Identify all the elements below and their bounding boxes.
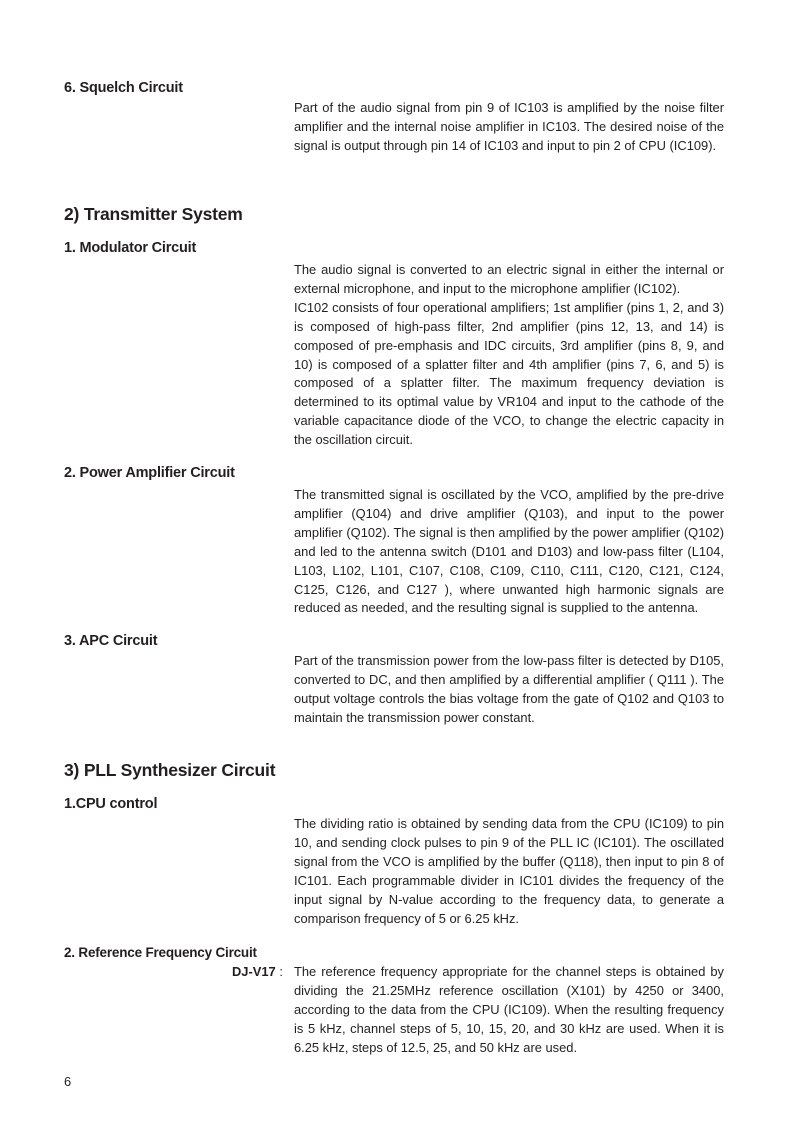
apc-heading: 3. APC Circuit <box>64 633 158 649</box>
modulator-paragraph-1: The audio signal is converted to an electric signal in either the internal or external microphone, and input to the microphone amplifier (IC102). <box>294 262 724 296</box>
modulator-heading: 1. Modulator Circuit <box>64 240 197 256</box>
power-amp-heading: 2. Power Amplifier Circuit <box>64 465 235 481</box>
cpu-control-heading: 1.CPU control <box>64 796 158 812</box>
transmitter-section-title: 2) Transmitter System <box>64 204 243 224</box>
cpu-control-paragraph: The dividing ratio is obtained by sending data from the CPU (IC109) to pin 10, and sending clock pulses to pin 9 of the PLL IC (IC101). The oscillated signal from the VCO is amplified by the buffer (Q118), then input to pin 8 of IC101. Each programmable divider in IC101 divides the frequency of the input signal by N-value according to the frequency data, to generate a comparison frequency of 5 or 6.25 kHz. <box>294 816 724 926</box>
apc-paragraph: Part of the transmission power from the low-pass filter is detected by D105, converted to DC, and then amplified by a differential amplifier ( Q111 ). The output voltage controls the bias voltage from the gate of Q102 and Q103 to maintain the transmission power constant. <box>294 653 724 725</box>
reference-body <box>294 963 724 1058</box>
cpu-control-body <box>294 815 724 928</box>
model-label-row <box>232 963 283 982</box>
squelch-body <box>294 99 724 156</box>
squelch-paragraph: Part of the audio signal from pin 9 of IC103 is amplified by the noise filter amplifier and the internal noise amplifier in IC103. The desired noise of the signal is output through pin 14 of IC103 and input to pin 2 of CPU (IC109). <box>294 100 724 153</box>
model-separator: : <box>279 964 283 979</box>
apc-body <box>294 652 724 728</box>
power-amp-body <box>294 486 724 618</box>
modulator-paragraph-2: IC102 consists of four operational amplifiers; 1st amplifier (pins 1, 2, and 3) is composed of high-pass filter, 2nd amplifier (pins 12, 13, and 14) is composed of pre-emphasis and IDC circuits, 3rd amplifier (pins 8, 9, and 10) is composed of a splatter filter and 4th amplifier (pins 7, 6, and 5) is composed of a splatter filter. The maximum frequency deviation is determined to its optimal value by VR104 and input to the cathode of the variable capacitance diode of the VCO, to change the electric capacity in the oscillation circuit. <box>294 299 724 448</box>
model-label: DJ-V17 <box>232 964 276 979</box>
pll-section-title: 3) PLL Synthesizer Circuit <box>64 760 276 780</box>
reference-paragraph: The reference frequency appropriate for the channel steps is obtained by dividing the 21.25MHz reference oscillation (X101) by 4250 or 3400, according to the data from the CPU (IC109). When the resulting frequency is 5 kHz, channel steps of 5, 10, 15, 20, and 30 kHz are used. When it is 6.25 kHz, steps of 12.5, 25, and 50 kHz are used. <box>294 964 724 1055</box>
squelch-heading: 6. Squelch Circuit <box>64 80 183 96</box>
page-number: 6 <box>64 1074 72 1089</box>
modulator-body <box>294 261 724 450</box>
reference-heading: 2. Reference Frequency Circuit <box>64 945 257 960</box>
power-amp-paragraph: The transmitted signal is oscillated by the VCO, amplified by the pre-drive amplifier (Q104) and drive amplifier (Q103), and input to the power amplifier (Q102). The signal is then amplified by the power amplifier (Q102) and led to the antenna switch (D101 and D103) and low-pass filter (L104, L103, L102, L101, C107, C108, C109, C110, C111, C120, C121, C124, C125, C126, and C127 ), where unwanted high harmonic signals are reduced as needed, and the resulting signal is supplied to the antenna. <box>294 487 724 616</box>
